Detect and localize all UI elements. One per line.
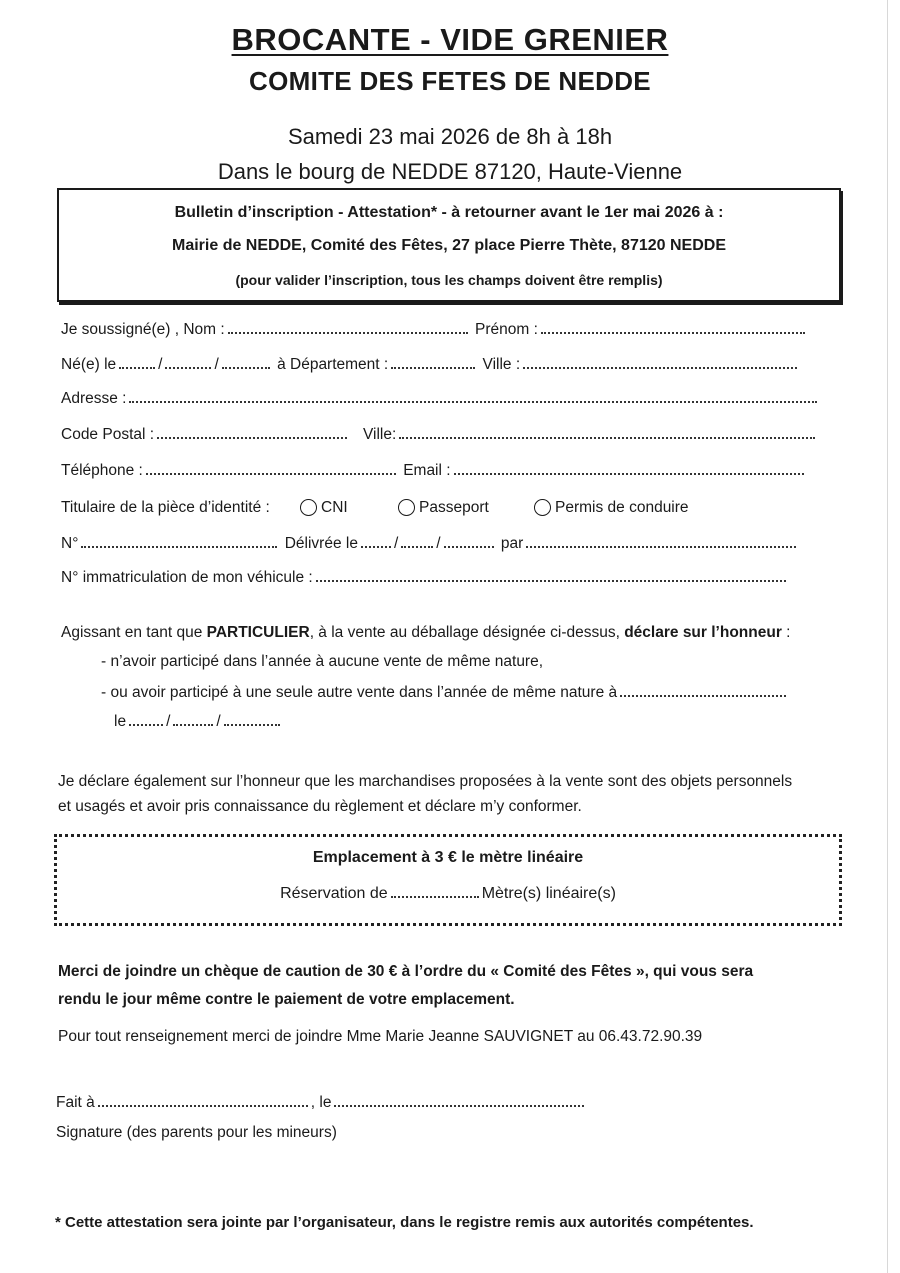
notice-box: [57, 188, 841, 302]
main-title: BROCANTE - VIDE GRENIER: [231, 22, 669, 57]
signature-le-label: , le: [310, 1094, 332, 1111]
numero-row: [61, 535, 799, 553]
intro-text: , à la vente au déballage désignée ci-dessus,: [309, 624, 625, 641]
particulier-text: PARTICULIER: [206, 624, 310, 641]
numero-field[interactable]: [81, 545, 277, 548]
reservation-field[interactable]: [391, 895, 479, 898]
naissance-row: [61, 356, 800, 374]
subtitle: COMITE DES FETES DE NEDDE: [249, 66, 651, 96]
code-postal-field[interactable]: [157, 436, 347, 439]
declaration-intro: [61, 624, 790, 642]
departement-field[interactable]: [391, 366, 475, 369]
cni-label: CNI: [321, 499, 348, 516]
event-place: Dans le bourg de NEDDE 87120, Haute-Vienne: [217, 159, 683, 184]
honneur-text: déclare sur l’honneur: [624, 624, 782, 641]
intro-text: Agissant en tant que: [61, 624, 207, 641]
declaration-item-2: [101, 684, 789, 702]
piece-label: Titulaire de la pièce d’identité :: [61, 499, 270, 516]
ne-label: Né(e) le: [61, 356, 117, 373]
fait-row: [56, 1094, 587, 1112]
permis-radio[interactable]: [534, 499, 551, 516]
birth-month-field[interactable]: [165, 366, 211, 369]
declaration-item-1: - n’avoir participé dans l’année à aucune vente de même nature,: [101, 653, 544, 670]
footnote: * Cette attestation sera jointe par l’organisateur, dans le registre remis aux autorités compétentes.: [55, 1214, 754, 1231]
par-field[interactable]: [526, 545, 796, 548]
emplacement-title: Emplacement à 3 € le mètre linéaire: [312, 849, 584, 866]
slash: /: [436, 535, 441, 552]
autre-vente-year-field[interactable]: [224, 723, 280, 726]
le-label: le: [114, 713, 127, 730]
nom-row: [61, 321, 808, 339]
adresse-row: [61, 390, 820, 408]
delivree-day-field[interactable]: [361, 545, 391, 548]
birth-day-field[interactable]: [119, 366, 155, 369]
cni-radio[interactable]: [300, 499, 317, 516]
reservation-unit: Mètre(s) linéaire(s): [481, 885, 616, 902]
signature-label: Signature (des parents pour les mineurs): [56, 1124, 337, 1141]
reservation-label: Réservation de: [280, 885, 388, 902]
permis-option[interactable]: [534, 499, 689, 517]
notice-line-2: Mairie de NEDDE, Comité des Fêtes, 27 place Pierre Thète, 87120 NEDDE: [172, 237, 726, 254]
notice-line-1: Bulletin d’inscription - Attestation* - à retourner avant le 1er mai 2026 à :: [174, 204, 724, 221]
autre-vente-lieu-field[interactable]: [620, 694, 786, 697]
departement-label: à Département :: [277, 356, 389, 373]
email-label: Email :: [403, 462, 451, 479]
ville-label: Ville :: [482, 356, 521, 373]
email-field[interactable]: [454, 472, 804, 475]
passeport-radio[interactable]: [398, 499, 415, 516]
declaration-para2-line2: et usagés et avoir pris connaissance du règlement et déclare m’y conformer.: [58, 798, 582, 815]
autre-vente-day-field[interactable]: [129, 723, 163, 726]
fait-label: Fait à: [56, 1094, 95, 1111]
delivree-year-field[interactable]: [444, 545, 494, 548]
payment-line-2: rendu le jour même contre le paiement de votre emplacement.: [58, 991, 515, 1008]
telephone-field[interactable]: [146, 472, 396, 475]
permis-label: Permis de conduire: [555, 499, 689, 516]
slash: /: [158, 356, 163, 373]
ville2-label: Ville:: [362, 426, 397, 443]
slash: /: [393, 535, 399, 552]
slash: /: [166, 713, 171, 730]
immat-label: N° immatriculation de mon véhicule :: [61, 569, 313, 586]
slash: /: [216, 713, 221, 730]
par-label: par: [500, 535, 524, 552]
adresse-field[interactable]: [129, 400, 817, 403]
notice-line-3: (pour valider l’inscription, tous les champs doivent être remplis): [235, 272, 663, 288]
payment-line-1: Merci de joindre un chèque de caution de 30 € à l’ordre du « Comité des Fêtes », qui vous sera: [58, 963, 754, 980]
immatriculation-row: [61, 569, 789, 587]
prenom-label: Prénom :: [475, 321, 538, 338]
delivree-label: Délivrée le: [284, 535, 358, 552]
page-edge-line: [887, 0, 888, 1273]
code-postal-label: Code Postal :: [61, 426, 155, 443]
event-date: Samedi 23 mai 2026 de 8h à 18h: [287, 124, 613, 149]
reservation-row: [57, 885, 839, 903]
slash: /: [214, 356, 219, 373]
item2-text: - ou avoir participé à une seule autre vente dans l’année de même nature à: [101, 684, 618, 701]
numero-label: N°: [61, 535, 79, 552]
delivree-month-field[interactable]: [401, 545, 433, 548]
ville2-field[interactable]: [399, 436, 815, 439]
telephone-label: Téléphone :: [61, 462, 143, 479]
immat-field[interactable]: [316, 579, 786, 582]
fait-date-field[interactable]: [334, 1104, 584, 1107]
passeport-option[interactable]: [398, 499, 489, 517]
fait-lieu-field[interactable]: [98, 1104, 308, 1107]
birth-year-field[interactable]: [222, 366, 270, 369]
cni-option[interactable]: [300, 499, 348, 517]
nom-field[interactable]: [228, 331, 468, 334]
autre-vente-date-row: [114, 713, 283, 731]
contact-info: Pour tout renseignement merci de joindre Mme Marie Jeanne SAUVIGNET au 06.43.72.90.39: [58, 1028, 703, 1045]
code-postal-row: [61, 426, 818, 444]
autre-vente-month-field[interactable]: [173, 723, 213, 726]
prenom-field[interactable]: [541, 331, 805, 334]
adresse-label: Adresse :: [61, 390, 127, 407]
emplacement-box: [54, 834, 842, 926]
passeport-label: Passeport: [419, 499, 489, 516]
nom-label: Je soussigné(e) , Nom :: [61, 321, 225, 338]
piece-identite-row: [61, 499, 270, 517]
ville-field[interactable]: [523, 366, 797, 369]
intro-text: :: [781, 624, 791, 641]
telephone-row: [61, 462, 807, 480]
declaration-para2-line1: Je déclare également sur l’honneur que les marchandises proposées à la vente sont des objets personnels: [58, 773, 793, 790]
